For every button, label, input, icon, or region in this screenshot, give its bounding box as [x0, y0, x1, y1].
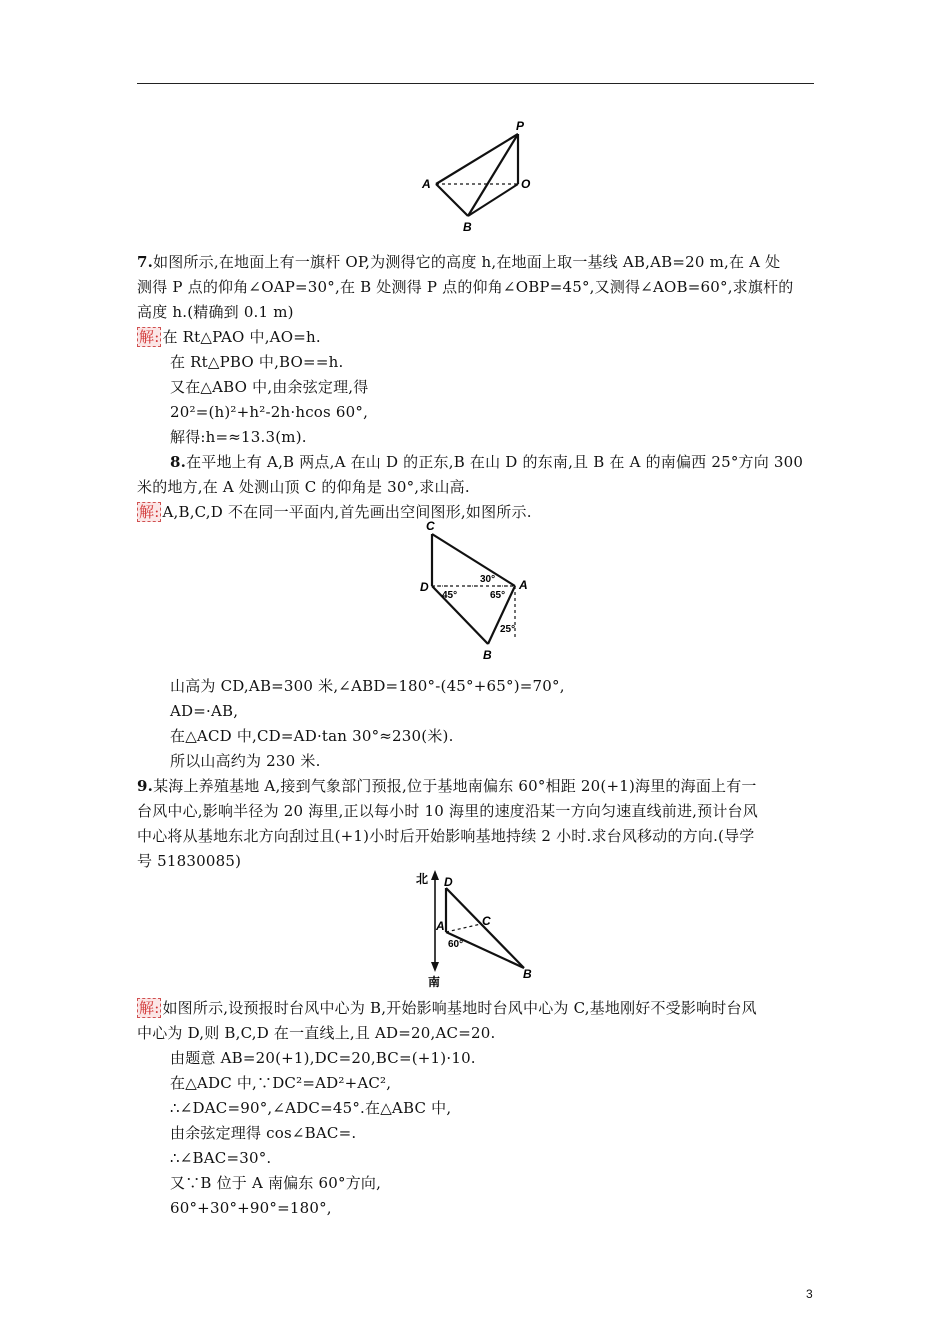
angle-65: 65°	[490, 590, 506, 601]
q9-solution-line-1	[137, 998, 757, 1018]
q7-solution-line-3: 又在△ABO 中,由余弦定理,得	[170, 378, 369, 396]
label-O: O	[521, 177, 531, 191]
q8-line-2: 米的地方,在 A 处测山顶 C 的仰角是 30°,求山高.	[137, 478, 470, 496]
figure-typhoon	[410, 868, 540, 988]
q7-solution-line-5: 解得:h=≈13.3(m).	[170, 428, 307, 446]
q7-line-2: 测得 P 点的仰角∠OAP=30°,在 B 处测得 P 点的仰角∠OBP=45°,又测得∠AOB=60°,求旗杆的	[137, 278, 794, 296]
south-label: 南	[428, 975, 441, 988]
angle-45: 45°	[442, 590, 458, 601]
q7-line-3: 高度 h.(精确到 0.1 m)	[137, 303, 294, 321]
q9-solution-line-7: ∴∠BAC=30°.	[170, 1149, 272, 1167]
q7-solution-line-4: 20²=(h)²+h²-2h·hcos 60°,	[170, 403, 369, 421]
q8-text-1: 在平地上有 A,B 两点,A 在山 D 的正东,B 在山 D 的东南,且 B 在 A 的南偏西 25°方向 300	[186, 453, 804, 471]
page-number: 3	[806, 1287, 813, 1301]
angle-25: 25°	[500, 624, 516, 635]
q7-text-1: 如图所示,在地面上有一旗杆 OP,为测得它的高度 h,在地面上取一基线 AB,AB=20 m,在 A 处	[153, 253, 781, 271]
label-C: C	[426, 519, 435, 533]
label-A: A	[422, 177, 431, 191]
figure-flagpole	[410, 118, 540, 238]
q7-solution-line-1	[137, 327, 321, 347]
q7-number: 7.	[137, 253, 154, 271]
label-D: D	[444, 875, 453, 889]
label-A: A	[519, 578, 528, 592]
q9-line-3: 中心将从基地东北方向刮过且(+1)小时后开始影响基地持续 2 小时.求台风移动的方向.(导学	[137, 827, 755, 845]
q9-solution-line-9: 60°+30°+90°=180°,	[170, 1199, 332, 1217]
q8-solution-line-2: 山高为 CD,AB=300 米,∠ABD=180°-(45°+65°)=70°,	[170, 677, 565, 695]
q8-line-1	[170, 452, 803, 472]
q7-solution-text-1: 在 Rt△PAO 中,AO=h.	[162, 328, 321, 346]
q7-answer-tag: 解:	[139, 328, 160, 346]
label-B: B	[483, 648, 492, 662]
q8-number: 8.	[170, 453, 187, 471]
header-rule	[137, 83, 814, 84]
q9-line-2: 台风中心,影响半径为 20 海里,正以每小时 10 海里的速度沿某一方向匀速直线前进,预计台风	[137, 802, 758, 820]
label-B: B	[523, 967, 532, 981]
q9-answer-tag: 解:	[139, 999, 160, 1017]
q7-solution-line-2: 在 Rt△PBO 中,BO==h.	[170, 353, 344, 371]
q9-solution-line-4: 在△ADC 中,∵DC²=AD²+AC²,	[170, 1074, 392, 1092]
label-P: P	[516, 119, 525, 133]
q7-line-1	[137, 252, 780, 272]
label-B: B	[463, 220, 472, 234]
q9-number: 9.	[137, 777, 154, 795]
q9-solution-line-2: 中心为 D,则 B,C,D 在一直线上,且 AD=20,AC=20.	[137, 1024, 496, 1042]
q9-line-1	[137, 776, 757, 796]
figure-mountain	[408, 518, 548, 663]
q8-solution-line-4: 在△ACD 中,CD=AD·tan 30°≈230(米).	[170, 727, 454, 745]
q9-solution-text-1: 如图所示,设预报时台风中心为 B,开始影响基地时台风中心为 C,基地刚好不受影响时台风	[162, 999, 757, 1017]
label-C: C	[482, 914, 491, 928]
q9-solution-line-8: 又∵B 位于 A 南偏东 60°方向,	[170, 1174, 382, 1192]
label-A: A	[436, 919, 445, 933]
q8-solution-line-5: 所以山高约为 230 米.	[170, 752, 321, 770]
q9-text-1: 某海上养殖基地 A,接到气象部门预报,位于基地南偏东 60°相距 20(+1)海里的海面上有一	[153, 777, 757, 795]
label-D: D	[420, 580, 429, 594]
q8-solution-text-1: A,B,C,D 不在同一平面内,首先画出空间图形,如图所示.	[162, 503, 532, 521]
q9-line-4: 号 51830085)	[137, 852, 242, 870]
q9-solution-line-3: 由题意 AB=20(+1),DC=20,BC=(+1)·10.	[170, 1049, 476, 1067]
q9-solution-line-5: ∴∠DAC=90°,∠ADC=45°.在△ABC 中,	[170, 1099, 452, 1117]
angle-30: 30°	[480, 574, 496, 585]
q8-solution-line-3: AD=·AB,	[170, 702, 239, 720]
angle-60: 60°	[448, 939, 464, 950]
q8-answer-tag: 解:	[139, 503, 160, 521]
north-label: 北	[416, 872, 429, 886]
q9-solution-line-6: 由余弦定理得 cos∠BAC=.	[170, 1124, 357, 1142]
